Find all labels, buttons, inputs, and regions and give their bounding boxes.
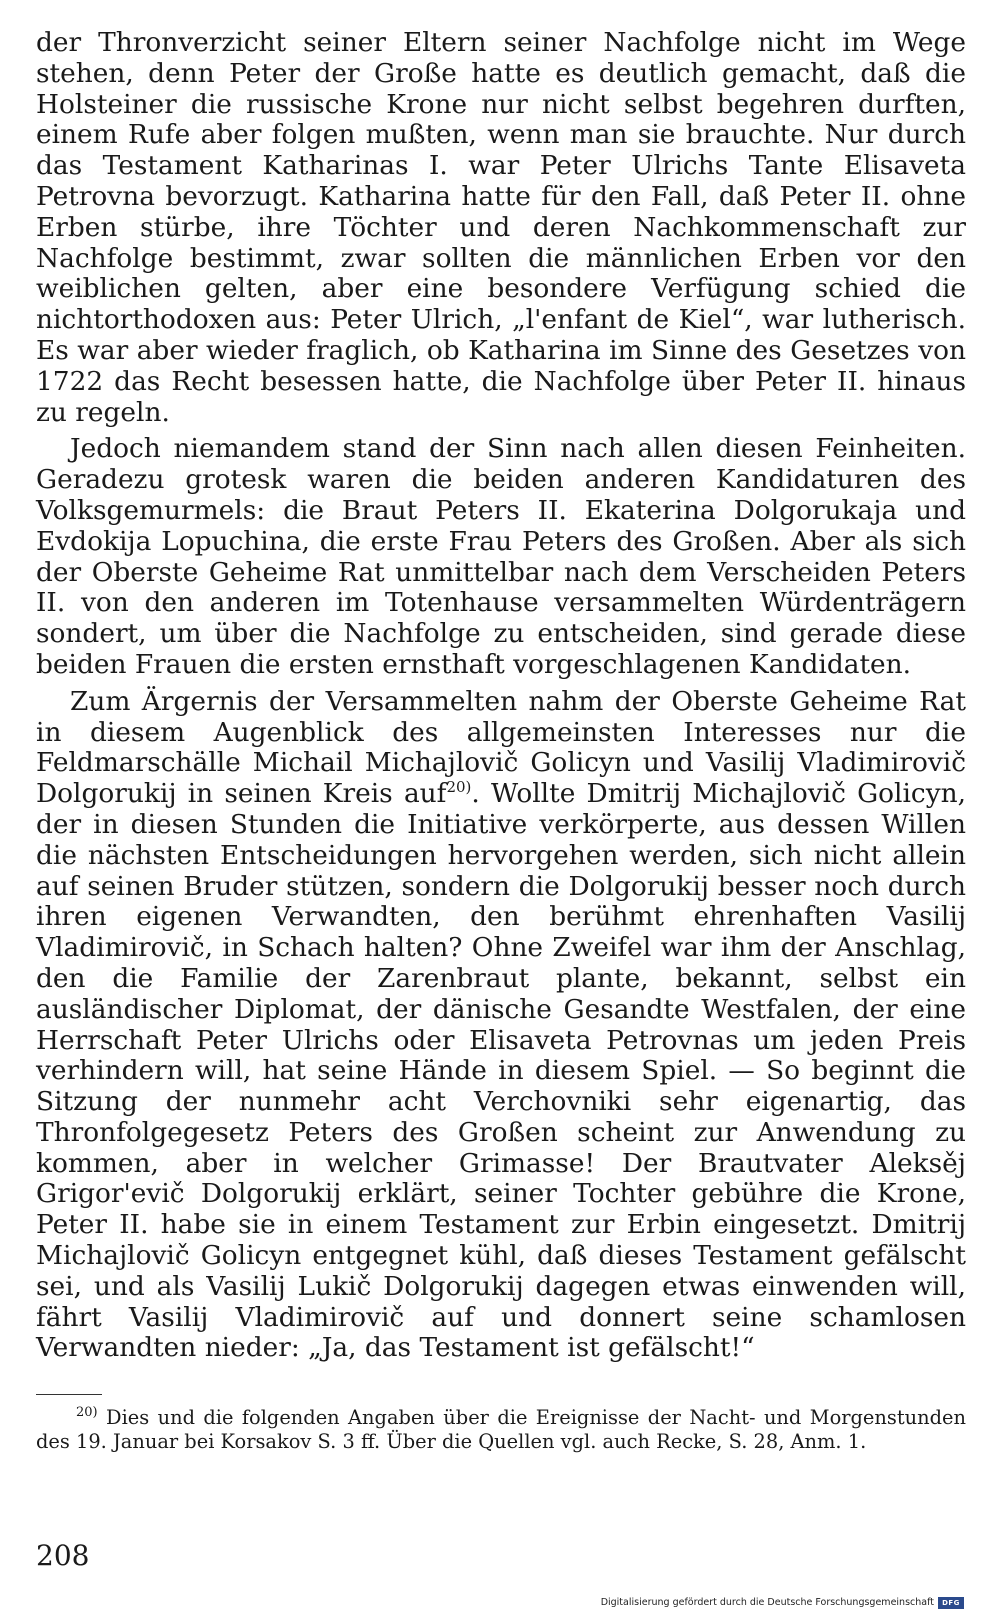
paragraph-1: der Thronverzicht seiner Eltern seiner Nachfolge nicht im Wege stehen, denn Peter der Große hatte es deutlich gemacht, daß die Holsteiner die russische Krone nur nicht selbst begehren durften, einem Rufe aber folgen mußten, wenn man sie brauchte. Nur durch das Testament Katharinas I. war Peter Ulrichs Tante Elisaveta Petrovna bevorzugt. Katharina hatte für den Fall, daß Peter II. ohne Erben stürbe, ihre Töchter und deren Nachkommenschaft zur Nachfolge bestimmt, zwar sollten die männlichen Erben vor den weiblichen gelten, aber eine besondere Verfügung schied die nichtorthodoxen aus: Peter Ulrich, „l'enfant de Kiel“, war lutherisch. Es war aber wieder fraglich, ob Katharina im Sinne des Gesetzes von 1722 das Recht besessen hatte, die Nachfolge über Peter II. hinaus zu regeln. bbox=[36, 27, 966, 428]
footnote-text: Dies und die folgenden Angaben über die Ereignisse der Nacht- und Morgenstunden des 19. Januar bei Korsakov S. 3 ff. Über die Quellen vgl. auch Recke, S. 28, Anm. 1. bbox=[36, 1406, 966, 1453]
credit-text: Digitalisierung gefördert durch die Deutsche Forschungsgemeinschaft bbox=[600, 1597, 934, 1608]
dfg-logo-icon: DFG bbox=[938, 1597, 964, 1609]
paragraph-2: Jedoch niemandem stand der Sinn nach allen diesen Feinheiten. Geradezu grotesk waren die beiden anderen Kandidaturen des Volksgemurmels: die Braut Peters II. Ekaterina Dolgorukaja und Evdokija Lopuchina, die erste Frau Peters des Großen. Aber als sich der Oberste Geheime Rat unmittelbar nach dem Verscheiden Peters II. von den anderen im Totenhause versammelten Würdenträgern sondert, um über die Nachfolge zu entscheiden, sind gerade diese beiden Frauen die ersten ernsthaft vorgeschlagenen Kandidaten. bbox=[36, 433, 966, 680]
footnote bbox=[36, 1406, 966, 1454]
paragraph-3-part-1: Zum Ärgernis der Versammelten nahm der Oberste Geheime Rat in diesem Augenblick des allgemeinsten Interesses nur die Feldmarschälle Michail Michajlovič Golicyn und Vasilij Vladimirovič Dolgorukij in seinen Kreis auf bbox=[36, 685, 966, 810]
page-number: 208 bbox=[36, 1539, 90, 1572]
page-body bbox=[36, 28, 966, 1364]
footnote-divider bbox=[36, 1394, 102, 1395]
footnote-marker: 20) bbox=[76, 1405, 98, 1420]
paragraph-3-part-2: . Wollte Dmitrij Michajlovič Golicyn, der in diesen Stunden die Initiative verkörperte, aus dessen Willen die nächsten Entscheidungen hervorgehen werden, sich nicht allein auf seinen Bruder stützen, sondern die Dolgorukij besser noch durch ihren eigenen Verwandten, den berühmt ehrenhaften Vasilij Vladimirovič, in Schach halten? Ohne Zweifel war ihm der Anschlag, den die Familie der Zarenbraut plante, bekannt, selbst ein ausländischer Diplomat, der dänische Gesandte Westfalen, der eine Herrschaft Peter Ulrichs oder Elisaveta Petrovnas um jeden Preis verhindern will, hat seine Hände in diesem Spiel. — So beginnt die Sitzung der nunmehr acht Verchovniki sehr eigenartig, das Thronfolgegesetz Peters des Großen scheint zur Anwendung zu kommen, aber in welcher Grimasse! Der Brautvater Aleksěj Grigor'evič Dolgorukij erklärt, seiner Tochter gebühre die Krone, Peter II. habe sie in einem Testament zur Erbin eingesetzt. Dmitrij Michajlovič Golicyn entgegnet kühl, daß dieses Testament gefälscht sei, und als Vasilij Lukič Dolgorukij dagegen etwas einwenden will, fährt Vasilij Vladimirovič auf und donnert seine schamlosen Verwandten nieder: „Ja, das Testament ist gefälscht!“ bbox=[36, 778, 966, 1364]
paragraph-3 bbox=[36, 687, 966, 1365]
footnote-reference[interactable]: 20) bbox=[446, 778, 472, 797]
digitization-credit bbox=[601, 1597, 964, 1609]
